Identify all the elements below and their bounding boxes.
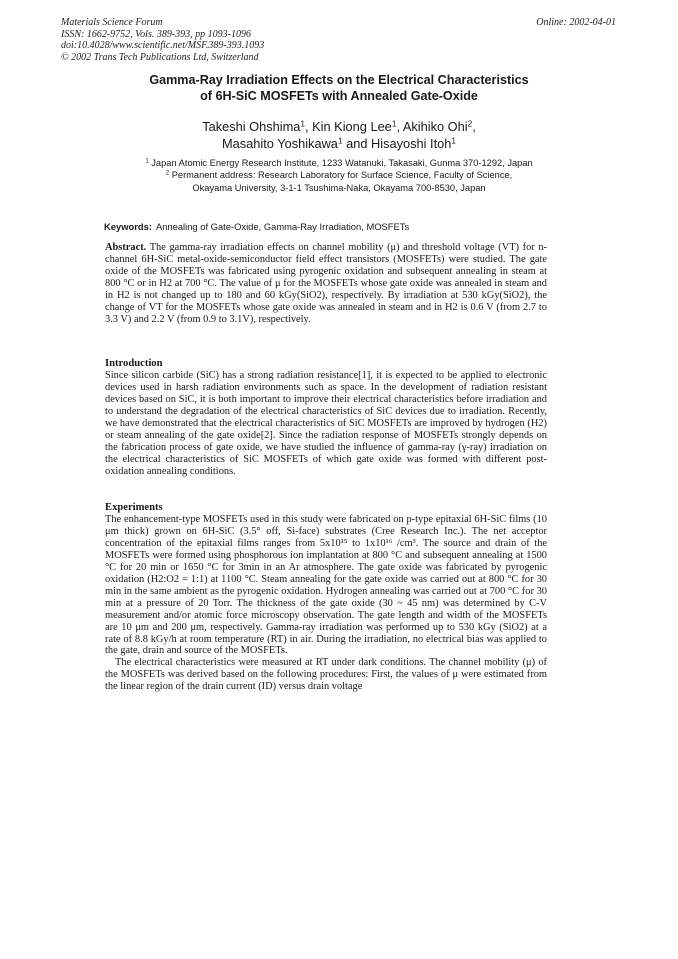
title-line-2: of 6H-SiC MOSFETs with Annealed Gate-Oxide xyxy=(200,89,478,103)
copyright-line: © 2002 Trans Tech Publications Ltd, Switzerland xyxy=(61,51,259,63)
author-name: , Akihiko Ohi xyxy=(396,119,468,134)
author-line-1 xyxy=(0,119,678,136)
experiments-section xyxy=(105,502,547,693)
author-sup: 1 xyxy=(300,118,305,129)
affiliation-sup: 2 xyxy=(165,171,170,178)
author-name: , Kin Kiong Lee xyxy=(305,119,392,134)
affiliation-1 xyxy=(0,157,678,169)
affiliations xyxy=(0,157,678,194)
author-sup: 1 xyxy=(391,118,397,129)
experiments-paragraph-1: The enhancement-type MOSFETs used in this study were fabricated on p-type epitaxial 6H-SiC films (10 μm thick) grown on 6H-SiC (3.5° off, Si-face) substrates (Cree Research Inc.). The net acceptor concentration of the epitaxial films ranges from 5x10¹⁵ to 1x10¹⁶ /cm³. The source and drain of the MOSFETs were formed using phosphorous ion implantation at 800 °C and subsequent annealing at 1500 °C for 20 min or 1650 °C for 3min in an Ar atmosphere. The gate oxide was fabricated by pyrogenic oxidation (H2:O2 = 1:1) at 1100 °C. Steam annealing for the gate oxide was carried out at 800 °C for 30 min in the same ambient as the pyrogenic oxidation. Hydrogen annealing was carried out at 700 °C for 30 min at a pressure of 20 Torr. The thickness of the gate oxide (30 ~ 45 nm) was determined by C-V measurement and/or atomic force microscopy observation. The gate length and width of the MOSFETs are 10 μm and 200 μm, respectively. Gamma-ray irradiation was performed up to 530 kGy (SiO2) at a rate of 8.8 kGy/h at room temperature (RT) in air. During the irradiation, no electrical bias was applied to the gate, drain and source of the MOSFETs. xyxy=(105,514,547,657)
author-name: and Hisayoshi Itoh xyxy=(342,135,452,151)
author-sup: 2 xyxy=(467,118,473,129)
online-date: Online: 2002-04-01 xyxy=(536,17,616,28)
issn-line: ISSN: 1662-9752, Vols. 389-393, pp 1093-1096 xyxy=(61,28,251,40)
affiliation-text: Japan Atomic Energy Research Institute, 1233 Watanuki, Takasaki, Gunma 370-1292, Japan xyxy=(148,158,533,168)
author-sep: , xyxy=(472,119,476,134)
affiliation-2-cont: Okayama University, 3-1-1 Tsushima-Naka, Okayama 700-8530, Japan xyxy=(192,182,486,193)
author-line-2 xyxy=(0,136,678,153)
keywords-label: Keywords: xyxy=(104,221,152,232)
author-list xyxy=(0,119,678,152)
author-sup: 1 xyxy=(337,134,343,145)
affiliation-sup: 1 xyxy=(145,158,149,165)
paper-title xyxy=(0,72,678,104)
author-name: Takeshi Ohshima xyxy=(202,119,301,134)
journal-header xyxy=(61,17,264,63)
author-name: Masahito Yoshikawa xyxy=(221,135,338,151)
introduction-text: Since silicon carbide (SiC) has a strong radiation resistance[1], it is expected to be applied to electronic devices used in harsh radiation environments such as space. In the development of radiation resistant devices based on SiC, it is both important to improve their electrical characteristics before irradiation and to understand the degradation of the electrical characteristics of SiC devices due to irradiation. Recently, we have demonstrated that the electrical characteristics of SiC MOSFETs are improved by hydrogen (H2) or steam annealing of the gate oxide[2]. Since the radiation response of MOSFETs strongly depends on the fabrication process of gate oxide, we have studied the influence of gamma-ray (γ-ray) irradiation on the electrical characteristics of SiC MOSFETs of which gate oxide was formed with different post-oxidation annealing conditions. xyxy=(105,370,547,477)
affiliation-text: Permanent address: Research Laboratory for Surface Science, Faculty of Science, xyxy=(169,170,513,181)
abstract-label: Abstract. xyxy=(105,242,147,253)
author-sup: 1 xyxy=(451,134,457,145)
abstract-text: The gamma-ray irradiation effects on channel mobility (μ) and threshold voltage (VT) for n-channel 6H-SiC metal-oxide-semiconductor field effect transistors (MOSFETs) were studied. The gate oxide of the MOSFETs was fabricated using pyrogenic oxidation and subsequent annealing in steam at 800 °C or in H2 at 700 °C. The value of μ for the MOSFETs whose gate oxide was annealed in steam and in H2 is not changed up to 180 and 60 kGy(SiO2), respectively. By irradiation at 530 kGy(SiO2), the change of VT for the MOSFETs whose gate oxide was annealed in steam and in H2 is 0.6 V (from 2.7 to 3.3 V) and 2.2 V (from 0.9 to 3.1V), respectively. xyxy=(105,242,547,325)
introduction-heading: Introduction xyxy=(105,358,163,369)
experiments-heading: Experiments xyxy=(105,502,163,513)
experiments-paragraph-2: The electrical characteristics were measured at RT under dark conditions. The channel mobility (μ) of the MOSFETs was derived based on the following procedures: First, the values of μ were estimated from the linear region of the drain current (ID) versus drain voltage xyxy=(105,657,547,693)
doi-line: doi:10.4028/www.scientific.net/MSF.389-393.1093 xyxy=(61,40,265,52)
affiliation-2 xyxy=(0,169,678,181)
title-line-1: Gamma-Ray Irradiation Effects on the Electrical Characteristics xyxy=(149,73,529,87)
keywords-text: Annealing of Gate-Oxide, Gamma-Ray Irradiation, MOSFETs xyxy=(155,221,410,232)
keywords xyxy=(104,221,409,232)
introduction-section xyxy=(105,358,547,478)
journal-name: Materials Science Forum xyxy=(61,17,163,28)
abstract xyxy=(105,242,547,326)
